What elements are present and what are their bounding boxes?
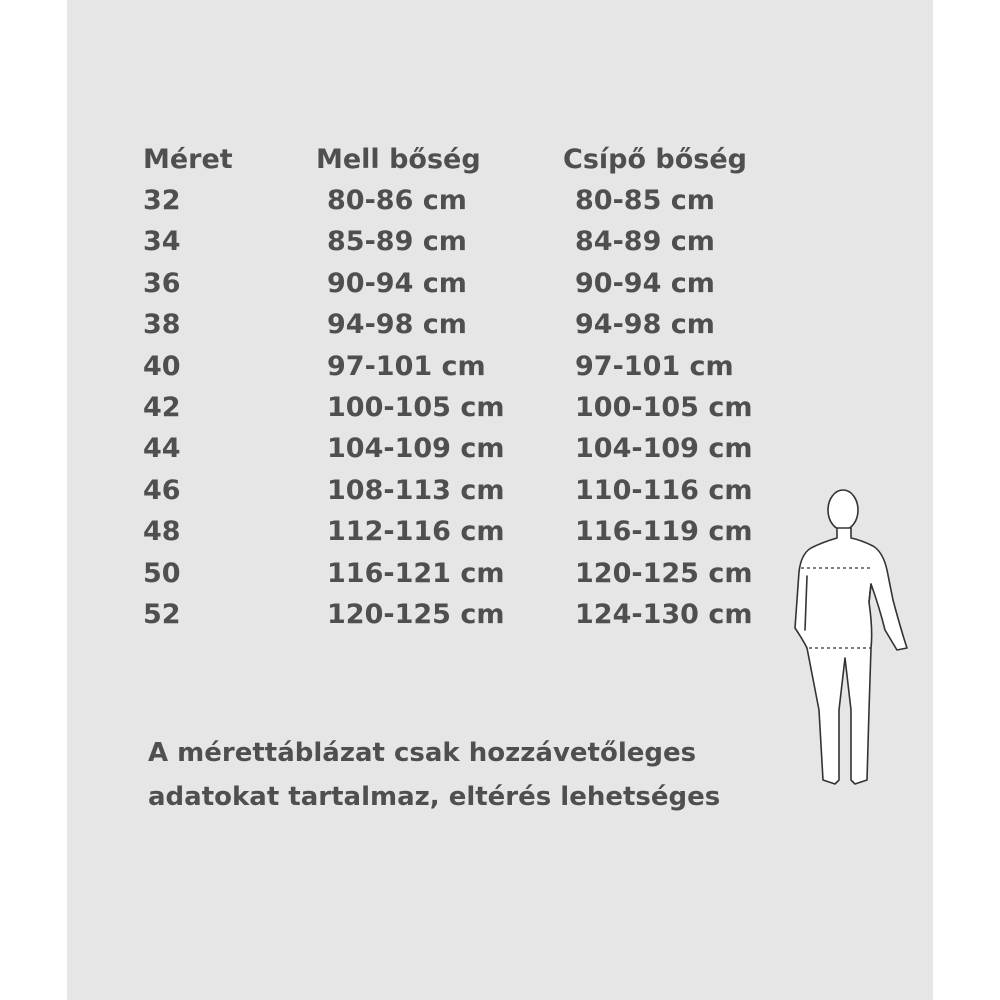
chest-cell: 97-101 cm <box>327 350 486 382</box>
disclaimer-line-1: A mérettáblázat csak hozzávetőleges <box>148 738 697 768</box>
header-size: Méret <box>143 144 233 175</box>
size-cell: 38 <box>143 309 181 341</box>
chest-cell: 94-98 cm <box>327 309 467 341</box>
size-cell: 32 <box>143 185 181 216</box>
chest-cell: 116-121 cm <box>327 557 505 589</box>
hip-cell: 97-101 cm <box>575 350 734 382</box>
hip-cell: 80-85 cm <box>575 185 715 216</box>
chest-cell: 80-86 cm <box>327 185 467 216</box>
size-cell: 44 <box>143 433 181 465</box>
hip-cell: 120-125 cm <box>575 557 753 589</box>
hip-cell: 124-130 cm <box>575 599 753 630</box>
chest-cell: 100-105 cm <box>327 392 505 423</box>
chest-cell: 112-116 cm <box>327 516 505 548</box>
hip-cell: 84-89 cm <box>575 226 715 258</box>
size-cell: 36 <box>143 267 181 299</box>
hip-cell: 104-109 cm <box>575 433 753 465</box>
chest-cell: 120-125 cm <box>327 599 505 630</box>
size-cell: 46 <box>143 474 181 506</box>
size-cell: 42 <box>143 392 181 423</box>
hip-cell: 110-116 cm <box>575 474 753 506</box>
size-cell: 34 <box>143 226 181 258</box>
size-cell: 52 <box>143 599 181 630</box>
hip-cell: 90-94 cm <box>575 267 715 299</box>
header-chest: Mell bőség <box>316 144 481 175</box>
body-silhouette-icon <box>785 480 915 800</box>
chest-cell: 104-109 cm <box>327 433 505 465</box>
size-cell: 50 <box>143 557 181 589</box>
chest-cell: 85-89 cm <box>327 226 467 258</box>
figure-head <box>828 490 858 530</box>
hip-cell: 100-105 cm <box>575 392 753 423</box>
figure-body <box>795 528 907 784</box>
hip-cell: 116-119 cm <box>575 516 753 548</box>
hip-cell: 94-98 cm <box>575 309 715 341</box>
header-hip: Csípő bőség <box>563 144 748 175</box>
chest-cell: 90-94 cm <box>327 267 467 299</box>
size-cell: 48 <box>143 516 181 548</box>
disclaimer-line-2: adatokat tartalmaz, eltérés lehetséges <box>148 782 721 812</box>
size-cell: 40 <box>143 350 181 382</box>
chest-cell: 108-113 cm <box>327 474 505 506</box>
